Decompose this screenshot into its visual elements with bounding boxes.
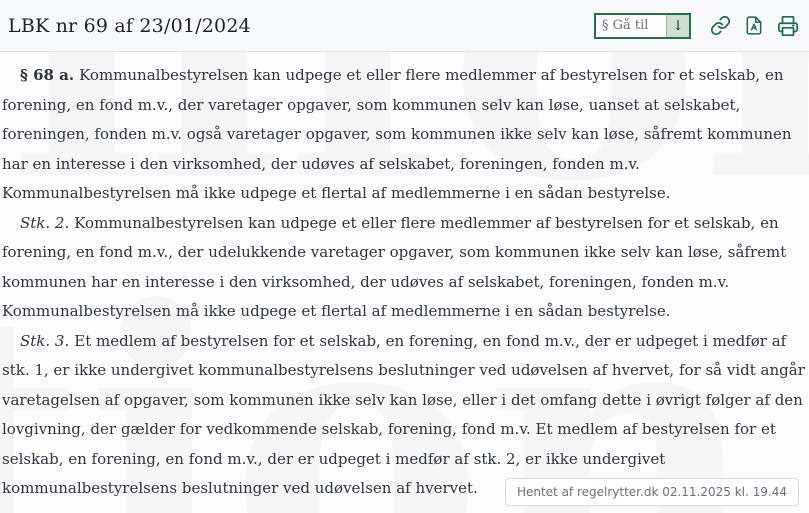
paragraph-stk2-label: Stk. 2. bbox=[20, 213, 70, 232]
printer-icon bbox=[777, 15, 799, 37]
paragraph-stk3-text: Et medlem af bestyrelsen for et selskab, en forening, en fond m.v., der er udpeget i medfør af stk. 1, er ikke undergivet kommunalbestyrelsens beslutninger ved udøvelsen af hvervet, for så vidt angår varetagelsen af opgaver, som kommunen ikke selv kan løse, eller i det omfang dette i øvrigt følger af den lovgivning, der gælder for vedkommende selskab, forening, fond m.v. Et medlem af bestyrelsen for et selskab, en forening, en fond m.v., der er udpeget i medfør af stk. 2, er ikke undergivet kommunalbestyrelsens beslutninger ved udøvelsen af hvervet. bbox=[2, 331, 805, 497]
paragraph-stk3-label: Stk. 3. bbox=[20, 331, 70, 350]
paragraph-stk2 bbox=[2, 209, 806, 327]
document-title: LBK nr 69 af 23/01/2024 bbox=[8, 14, 251, 37]
paragraph-68a-text: Kommunalbestyrelsen kan udpege et eller flere medlemmer af bestyrelsen for et selskab, en forening, en fond m.v., der varetager opgaver, som kommunen selv kan løse, uanset at selskabet, foreningen, fonden m.v. også varetager opgaver, som kommunen ikke selv kan løse, såfremt kommunen har en interesse i den virksomhed, der udøves af selskabet, foreningen, fonden m.v. Kommunalbestyrelsen må ikke udpege et flertal af medlemmerne i en sådan bestyrelse. bbox=[2, 66, 792, 202]
legal-text-body bbox=[0, 52, 809, 504]
goto-paragraph-combobox[interactable] bbox=[594, 13, 691, 39]
print-button[interactable] bbox=[777, 15, 799, 37]
document-header bbox=[0, 0, 809, 52]
copy-link-button[interactable] bbox=[710, 15, 731, 36]
download-pdf-button[interactable] bbox=[744, 15, 764, 36]
link-icon bbox=[710, 15, 731, 36]
arrow-down-icon: ↓ bbox=[672, 17, 684, 34]
paragraph-stk2-text: Kommunalbestyrelsen kan udpege et eller flere medlemmer af bestyrelsen for et selskab, en forening, en fond m.v., der udelukkende varetager opgaver, som kommunen ikke selv kan løse, såfremt kommunen har en interesse i den virksomhed, der udøves af selskabet, foreningen, fonden m.v. Kommunalbestyrelsen må ikke udpege et flertal af medlemmerne i en sådan bestyrelse. bbox=[2, 213, 787, 320]
paragraph-68a-label: § 68 a. bbox=[20, 66, 75, 84]
goto-dropdown-button[interactable] bbox=[666, 15, 689, 37]
paragraph-stk3 bbox=[2, 327, 806, 504]
pdf-file-icon bbox=[744, 15, 764, 36]
retrieval-timestamp-badge: Hentet af regelrytter.dk 02.11.2025 kl. 19.44 bbox=[505, 478, 799, 506]
paragraph-68a bbox=[2, 61, 806, 209]
header-controls bbox=[594, 13, 799, 39]
goto-paragraph-input[interactable] bbox=[596, 15, 666, 37]
